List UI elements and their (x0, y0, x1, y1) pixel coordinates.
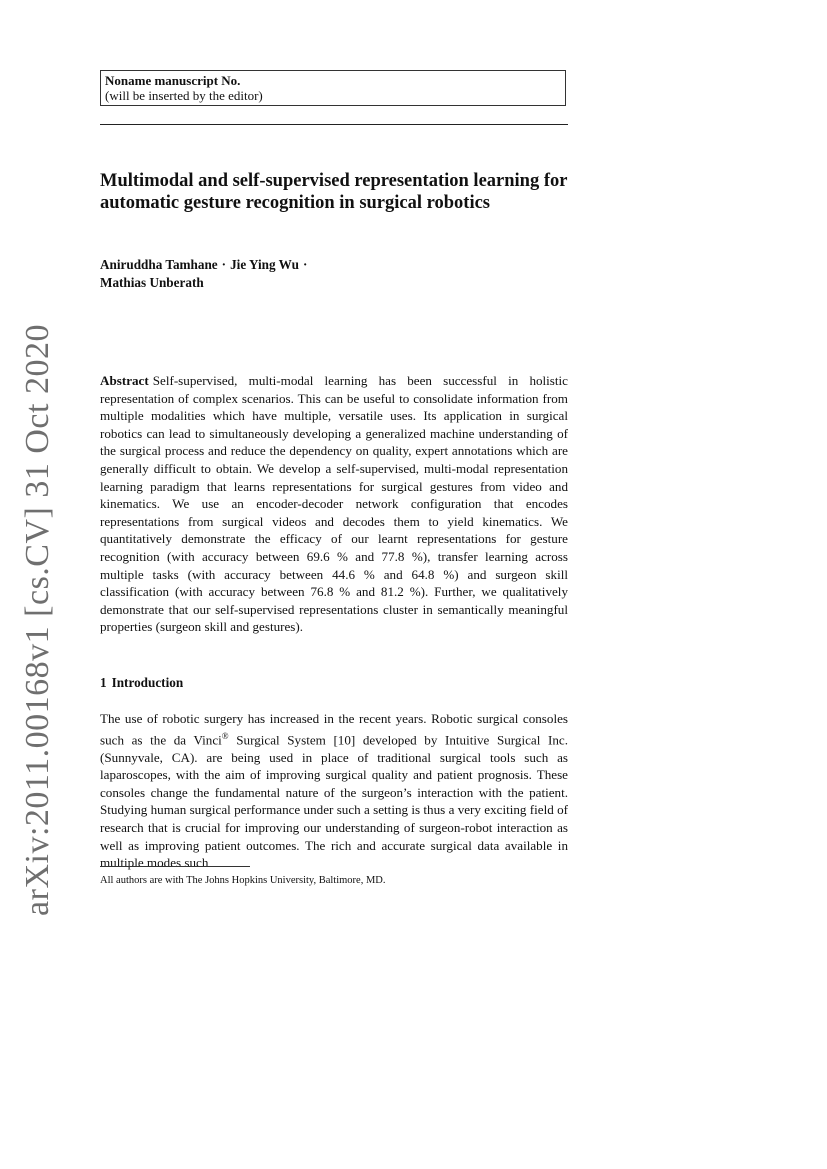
arxiv-identifier: arXiv:2011.00168v1 [cs.CV] 31 Oct 2020 (19, 324, 57, 916)
author-list (100, 256, 570, 292)
arxiv-side-stamp (12, 324, 64, 916)
intro-text-start: The use of robotic surgery has increased in the recent years. Robotic surgical consoles such as the da Vinci (100, 711, 568, 747)
abstract-paragraph (100, 372, 568, 636)
section-number: 1 (100, 675, 107, 690)
intro-text-rest: Surgical System [10] developed by Intuitive Surgical Inc. (Sunnyvale, CA). are being used in place of traditional surgical tools such as laparoscopes, with the aim of improving surgical quality and patient prognosis. These consoles change the fundamental nature of the surgeon’s interaction with the patient. Studying human surgical performance under such a setting is thus a very exciting field of research that is crucial for improving our understanding of surgeon-robot interaction as well as improving patient outcomes. The rich and accurate surgical data available in multiple modes such (100, 731, 568, 871)
editor-insert-note: (will be inserted by the editor) (105, 88, 263, 103)
section-title: Introduction (111, 675, 184, 690)
author-name: Jie Ying Wu (230, 257, 299, 272)
section-heading-introduction (100, 675, 183, 691)
author-separator: · (302, 257, 308, 272)
abstract-text: Self-supervised, multi-modal learning has been successful in holistic representation of complex scenarios. This can be useful to consolidate information from multiple modalities which have multiple, versatile uses. Its application in surgical robotics can lead to simultaneously developing a generalized machine understanding of the surgical process and reduce the dependency on quality, expert annotations which are generally difficult to obtain. We develop a self-supervised, multi-modal representation learning paradigm that learns representations for surgical gestures from video and kinematics. We use an encoder-decoder network configuration that encodes representations from surgical videos and decodes them to yield kinematics. We quantitatively demonstrate the efficacy of our learnt representations for gesture recognition (with accuracy between 69.6 % and 77.8 %), transfer learning across multiple tasks (with accuracy between 44.6 % and 64.8 %) and surgeon skill classification (with accuracy between 76.8 % and 81.2 %). Further, we qualitatively demonstrate that our self-supervised representations cluster in semantically meaningful properties (surgeon skill and gestures). (100, 373, 568, 635)
registered-trademark-mark: ® (221, 730, 229, 741)
author-name: Aniruddha Tamhane (100, 257, 218, 272)
manuscript-number: Noname manuscript No. (105, 73, 241, 88)
footnote-rule (100, 866, 250, 867)
author-name: Mathias Unberath (100, 275, 204, 290)
author-separator: · (221, 257, 227, 272)
affiliation-footnote: All authors are with The Johns Hopkins University, Baltimore, MD. (100, 875, 386, 886)
introduction-paragraph (100, 710, 568, 872)
header-rule (100, 124, 568, 125)
paper-title: Multimodal and self-supervised representation learning for automatic gesture recognition in surgical robotics (100, 171, 568, 213)
abstract-label: Abstract (100, 373, 149, 388)
editor-note-box (100, 70, 566, 106)
